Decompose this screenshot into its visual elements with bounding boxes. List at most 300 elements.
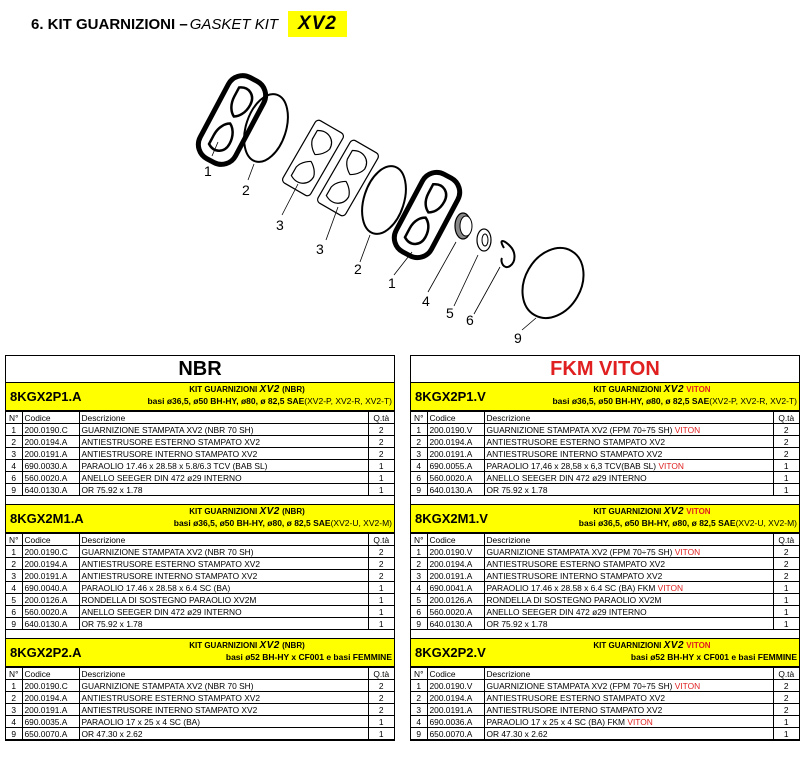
kit-title-suffix: (NBR) bbox=[282, 385, 305, 394]
part-description bbox=[79, 424, 368, 436]
viton-tag: VITON bbox=[674, 546, 701, 557]
kit-title-prefix: KIT GUARNIZIONI bbox=[593, 385, 662, 394]
part-description bbox=[79, 448, 368, 460]
quantity: 1 bbox=[773, 460, 799, 472]
backup-part-3b bbox=[316, 139, 380, 217]
kit-title-model: XV2 bbox=[259, 506, 280, 517]
kit-spacer bbox=[411, 630, 799, 638]
description-text: PARAOLIO 17 x 25 x 4 SC (BA) bbox=[81, 716, 201, 727]
quantity: 2 bbox=[773, 570, 799, 582]
kit-title-suffix: VITON bbox=[686, 641, 711, 650]
item-number: 6 bbox=[411, 472, 427, 484]
kit-title-prefix: KIT GUARNIZIONI bbox=[189, 641, 258, 650]
table-row bbox=[6, 460, 394, 472]
kit-spacer bbox=[411, 496, 799, 504]
table-row bbox=[6, 618, 394, 630]
quantity: 2 bbox=[773, 704, 799, 716]
kit-code: 8KGX2P1.V bbox=[415, 389, 486, 404]
table-row bbox=[6, 582, 394, 594]
part-description bbox=[484, 570, 773, 582]
quantity: 2 bbox=[773, 692, 799, 704]
table-header-row bbox=[411, 412, 799, 424]
part-code: 200.0190.C bbox=[22, 546, 79, 558]
quantity: 2 bbox=[368, 704, 394, 716]
kit-subtitle bbox=[507, 652, 797, 662]
description-text: OR 75.92 x 1.78 bbox=[81, 618, 143, 629]
callout-4: 4 bbox=[422, 293, 430, 309]
kit-header bbox=[6, 639, 394, 667]
quantity: 2 bbox=[368, 546, 394, 558]
column-header: Q.tà bbox=[773, 668, 799, 680]
item-number: 3 bbox=[411, 570, 427, 582]
quantity: 1 bbox=[773, 618, 799, 630]
quantity: 2 bbox=[368, 692, 394, 704]
part-description bbox=[79, 594, 368, 606]
column-header: Q.tà bbox=[773, 534, 799, 546]
quantity: 2 bbox=[773, 424, 799, 436]
description-text: ANTIESTRUSORE INTERNO STAMPATO XV2 bbox=[81, 704, 258, 715]
kit-subtitle bbox=[507, 396, 797, 406]
part-code: 200.0190.C bbox=[22, 424, 79, 436]
model-badge: XV2 bbox=[288, 11, 347, 37]
kit-block bbox=[6, 505, 394, 639]
table-row bbox=[6, 728, 394, 740]
item-number: 3 bbox=[411, 448, 427, 460]
item-number: 5 bbox=[411, 594, 427, 606]
viton-tag: VITON bbox=[627, 716, 653, 727]
part-code: 640.0130.A bbox=[22, 484, 79, 496]
table-row bbox=[6, 424, 394, 436]
description-text: ANELLO SEEGER DIN 472 ø29 INTERNO bbox=[81, 606, 242, 617]
kit-spacer bbox=[6, 630, 394, 638]
part-code: 200.0191.A bbox=[427, 448, 484, 460]
quantity: 1 bbox=[773, 716, 799, 728]
table-row bbox=[6, 594, 394, 606]
description-text: ANTIESTRUSORE ESTERNO STAMPATO XV2 bbox=[486, 692, 666, 703]
part-code: 200.0194.A bbox=[22, 692, 79, 704]
part-description bbox=[79, 704, 368, 716]
kit-title bbox=[102, 384, 392, 395]
table-row bbox=[411, 692, 799, 704]
column-header: N° bbox=[6, 534, 22, 546]
item-number: 2 bbox=[6, 436, 22, 448]
description-text: ANTIESTRUSORE INTERNO STAMPATO XV2 bbox=[81, 570, 258, 581]
page-title: 6. KIT GUARNIZIONI – bbox=[31, 15, 188, 33]
item-number: 1 bbox=[6, 424, 22, 436]
callout-2a: 2 bbox=[242, 182, 250, 198]
quantity: 1 bbox=[368, 582, 394, 594]
column-header: Descrizione bbox=[79, 668, 368, 680]
table-header-row bbox=[411, 534, 799, 546]
table-row bbox=[6, 716, 394, 728]
kit-block bbox=[411, 505, 799, 639]
kit-subtitle-bases: basi ø36,5, ø50 BH-HY, ø80, ø 82,5 SAE bbox=[552, 396, 710, 406]
item-number: 3 bbox=[6, 704, 22, 716]
kit-subtitle-note: (XV2-U, XV2-M) bbox=[330, 518, 392, 528]
part-description bbox=[484, 680, 773, 692]
washer-part-5 bbox=[477, 229, 491, 251]
description-text: PARAOLIO 17.46 x 28.58 x 5.8/6.3 TCV (BAB SL) bbox=[81, 460, 268, 471]
part-code: 690.0041.A bbox=[427, 582, 484, 594]
viton-tag: VITON bbox=[674, 680, 701, 691]
kit-header bbox=[6, 505, 394, 533]
table-row bbox=[411, 716, 799, 728]
quantity: 1 bbox=[773, 594, 799, 606]
kit-block bbox=[411, 639, 799, 740]
callout-3b: 3 bbox=[316, 241, 324, 257]
description-text: ANTIESTRUSORE INTERNO STAMPATO XV2 bbox=[486, 570, 663, 581]
table-row bbox=[411, 460, 799, 472]
kit-header bbox=[411, 505, 799, 533]
quantity: 2 bbox=[368, 570, 394, 582]
circlip-part-6 bbox=[501, 241, 514, 267]
parts-table bbox=[6, 667, 394, 740]
part-description bbox=[484, 448, 773, 460]
item-number: 2 bbox=[411, 558, 427, 570]
part-description bbox=[484, 728, 773, 740]
table-row bbox=[411, 436, 799, 448]
table-header-row bbox=[6, 534, 394, 546]
column-header: N° bbox=[411, 668, 427, 680]
kit-title-model: XV2 bbox=[663, 506, 685, 517]
quantity: 1 bbox=[368, 484, 394, 496]
parts-table bbox=[6, 533, 394, 630]
part-code: 200.0126.A bbox=[427, 594, 484, 606]
item-number: 4 bbox=[411, 460, 427, 472]
column-header: Q.tà bbox=[368, 412, 394, 424]
kit-title bbox=[507, 384, 797, 395]
table-row bbox=[411, 704, 799, 716]
table-row bbox=[6, 704, 394, 716]
column-header: Descrizione bbox=[484, 668, 773, 680]
quantity: 2 bbox=[773, 436, 799, 448]
description-text: GUARNIZIONE STAMPATA XV2 (FPM 70÷75 SH) bbox=[486, 680, 675, 691]
kit-code: 8KGX2P1.A bbox=[10, 389, 82, 404]
viton-tag: VITON bbox=[658, 460, 684, 471]
part-description bbox=[79, 606, 368, 618]
kit-title-prefix: KIT GUARNIZIONI bbox=[593, 641, 662, 650]
table-row bbox=[6, 436, 394, 448]
kit-title-model: XV2 bbox=[663, 640, 685, 651]
table-row bbox=[6, 692, 394, 704]
column-fkm-viton bbox=[410, 355, 800, 741]
table-row bbox=[6, 448, 394, 460]
quantity: 1 bbox=[368, 594, 394, 606]
column-header: Descrizione bbox=[79, 412, 368, 424]
part-code: 560.0020.A bbox=[427, 606, 484, 618]
quantity: 1 bbox=[773, 472, 799, 484]
part-description bbox=[484, 618, 773, 630]
column-header: Q.tà bbox=[368, 534, 394, 546]
item-number: 1 bbox=[6, 680, 22, 692]
part-code: 640.0130.A bbox=[427, 484, 484, 496]
item-number: 9 bbox=[6, 484, 22, 496]
column-header: N° bbox=[411, 412, 427, 424]
item-number: 4 bbox=[411, 582, 427, 594]
table-row bbox=[411, 606, 799, 618]
part-description bbox=[79, 558, 368, 570]
part-code: 200.0194.A bbox=[427, 558, 484, 570]
description-text: GUARNIZIONE STAMPATA XV2 (FPM 70÷75 SH) bbox=[486, 424, 675, 435]
quantity: 2 bbox=[368, 424, 394, 436]
column-header: Descrizione bbox=[79, 534, 368, 546]
quantity: 2 bbox=[368, 448, 394, 460]
kit-subtitle-note: (XV2-U, XV2-M) bbox=[735, 518, 797, 528]
table-row bbox=[6, 606, 394, 618]
description-text: ANTIESTRUSORE INTERNO STAMPATO XV2 bbox=[486, 448, 663, 459]
part-description bbox=[79, 716, 368, 728]
table-row bbox=[6, 472, 394, 484]
quantity: 1 bbox=[773, 582, 799, 594]
item-number: 2 bbox=[411, 436, 427, 448]
part-description bbox=[79, 546, 368, 558]
oring-part-2b bbox=[354, 161, 414, 240]
kit-header bbox=[6, 383, 394, 411]
part-code: 690.0036.A bbox=[427, 716, 484, 728]
kit-spacer bbox=[6, 496, 394, 504]
part-description bbox=[79, 582, 368, 594]
table-row bbox=[411, 618, 799, 630]
kit-block bbox=[6, 383, 394, 505]
description-text: ANTIESTRUSORE ESTERNO STAMPATO XV2 bbox=[486, 558, 666, 569]
part-description bbox=[484, 484, 773, 496]
table-row bbox=[411, 472, 799, 484]
kit-subtitle bbox=[507, 518, 797, 528]
kit-title bbox=[507, 640, 797, 651]
item-number: 6 bbox=[6, 606, 22, 618]
part-description bbox=[484, 558, 773, 570]
item-number: 3 bbox=[6, 448, 22, 460]
kit-title bbox=[102, 640, 392, 651]
kit-title bbox=[102, 506, 392, 517]
callout-9: 9 bbox=[514, 330, 522, 346]
part-code: 200.0194.A bbox=[427, 692, 484, 704]
description-text: OR 47.30 x 2.62 bbox=[486, 728, 548, 739]
description-text: ANTIESTRUSORE ESTERNO STAMPATO XV2 bbox=[486, 436, 666, 447]
part-code: 200.0126.A bbox=[22, 594, 79, 606]
description-text: PARAOLIO 17 x 25 x 4 SC (BA) FKM bbox=[486, 716, 628, 727]
table-row bbox=[411, 594, 799, 606]
kit-subtitle-bases: basi ø36,5, ø50 BH-HY, ø80, ø 82,5 SAE bbox=[147, 396, 305, 406]
item-number: 4 bbox=[6, 582, 22, 594]
part-code: 640.0130.A bbox=[427, 618, 484, 630]
item-number: 9 bbox=[6, 728, 22, 740]
kit-title-suffix: (NBR) bbox=[282, 641, 305, 650]
column-header: Q.tà bbox=[773, 412, 799, 424]
description-text: OR 75.92 x 1.78 bbox=[486, 618, 548, 629]
quantity: 1 bbox=[368, 618, 394, 630]
quantity: 1 bbox=[368, 472, 394, 484]
description-text: ANTIESTRUSORE INTERNO STAMPATO XV2 bbox=[81, 448, 258, 459]
part-description bbox=[484, 594, 773, 606]
kit-subtitle-bases: basi ø52 BH-HY x CF001 e basi FEMMINE bbox=[630, 652, 797, 662]
item-number: 4 bbox=[411, 716, 427, 728]
part-code: 560.0020.A bbox=[427, 472, 484, 484]
quantity: 1 bbox=[368, 728, 394, 740]
kit-subtitle-bases: basi ø36,5, ø50 BH-HY, ø80, ø 82,5 SAE bbox=[578, 518, 736, 528]
part-code: 690.0040.A bbox=[22, 582, 79, 594]
part-code: 690.0030.A bbox=[22, 460, 79, 472]
table-row bbox=[6, 546, 394, 558]
table-header-row bbox=[411, 668, 799, 680]
quantity: 2 bbox=[368, 558, 394, 570]
part-description bbox=[484, 460, 773, 472]
part-description bbox=[484, 704, 773, 716]
quantity: 2 bbox=[773, 546, 799, 558]
part-code: 200.0191.A bbox=[22, 570, 79, 582]
kit-code: 8KGX2P2.A bbox=[10, 645, 82, 660]
quantity: 2 bbox=[773, 558, 799, 570]
description-text: GUARNIZIONE STAMPATA XV2 (FPM 70÷75 SH) bbox=[486, 546, 675, 557]
item-number: 4 bbox=[6, 460, 22, 472]
page-title-italic: GASKET KIT bbox=[189, 15, 279, 33]
description-text: ANTIESTRUSORE ESTERNO STAMPATO XV2 bbox=[81, 558, 261, 569]
callout-6: 6 bbox=[466, 312, 474, 328]
parts-table bbox=[6, 411, 394, 496]
kit-title-suffix: VITON bbox=[686, 385, 711, 394]
item-number: 3 bbox=[411, 704, 427, 716]
item-number: 2 bbox=[6, 558, 22, 570]
table-row bbox=[6, 570, 394, 582]
kit-header bbox=[411, 639, 799, 667]
part-description bbox=[484, 424, 773, 436]
callout-5: 5 bbox=[446, 305, 454, 321]
part-code: 200.0194.A bbox=[427, 436, 484, 448]
kit-code: 8KGX2M1.A bbox=[10, 511, 84, 526]
kit-title-suffix: (NBR) bbox=[282, 507, 305, 516]
table-row bbox=[411, 728, 799, 740]
callout-2b: 2 bbox=[354, 261, 362, 277]
oil-seal-part-4 bbox=[455, 213, 472, 239]
callout-3a: 3 bbox=[276, 217, 284, 233]
item-number: 3 bbox=[6, 570, 22, 582]
description-text: ANELLO SEEGER DIN 472 ø29 INTERNO bbox=[486, 472, 647, 483]
backup-part-3a bbox=[281, 119, 345, 197]
part-code: 200.0191.A bbox=[427, 704, 484, 716]
quantity: 2 bbox=[773, 448, 799, 460]
part-code: 650.0070.A bbox=[427, 728, 484, 740]
kit-title-suffix: VITON bbox=[686, 507, 711, 516]
column-title: NBR bbox=[6, 356, 394, 383]
part-description bbox=[79, 472, 368, 484]
column-header: N° bbox=[6, 668, 22, 680]
part-code: 200.0190.V bbox=[427, 424, 484, 436]
table-row bbox=[6, 484, 394, 496]
part-code: 200.0191.A bbox=[427, 570, 484, 582]
kit-title-model: XV2 bbox=[259, 640, 280, 651]
quantity: 2 bbox=[773, 680, 799, 692]
table-row bbox=[411, 680, 799, 692]
kit-block bbox=[411, 383, 799, 505]
column-nbr bbox=[5, 355, 395, 741]
table-row bbox=[411, 448, 799, 460]
description-text: OR 75.92 x 1.78 bbox=[81, 484, 143, 495]
column-header: Q.tà bbox=[368, 668, 394, 680]
item-number: 1 bbox=[411, 680, 427, 692]
column-header: Codice bbox=[22, 668, 79, 680]
description-text: GUARNIZIONE STAMPATA XV2 (NBR 70 SH) bbox=[81, 424, 254, 435]
table-header-row bbox=[6, 668, 394, 680]
kit-title-prefix: KIT GUARNIZIONI bbox=[189, 507, 258, 516]
description-text: RONDELLA DI SOSTEGNO PARAOLIO XV2M bbox=[81, 594, 257, 605]
kit-title-model: XV2 bbox=[259, 384, 280, 395]
kit-subtitle-bases: basi ø52 BH-HY x CF001 e basi FEMMINE bbox=[225, 652, 392, 662]
quantity: 1 bbox=[773, 606, 799, 618]
column-header: Codice bbox=[22, 412, 79, 424]
table-row bbox=[411, 424, 799, 436]
table-row bbox=[6, 558, 394, 570]
kit-subtitle-note: (XV2-P, XV2-R, XV2-T) bbox=[304, 396, 392, 406]
item-number: 2 bbox=[411, 692, 427, 704]
item-number: 4 bbox=[6, 716, 22, 728]
quantity: 1 bbox=[368, 716, 394, 728]
part-description bbox=[79, 680, 368, 692]
item-number: 1 bbox=[6, 546, 22, 558]
part-description bbox=[484, 582, 773, 594]
part-code: 690.0055.A bbox=[427, 460, 484, 472]
quantity: 1 bbox=[773, 728, 799, 740]
callout-1a: 1 bbox=[204, 163, 212, 179]
part-description bbox=[484, 606, 773, 618]
part-code: 200.0190.V bbox=[427, 546, 484, 558]
part-description bbox=[79, 692, 368, 704]
part-code: 200.0194.A bbox=[22, 558, 79, 570]
description-text: PARAOLIO 17.46 x 28.58 x 6.4 SC (BA) bbox=[81, 582, 231, 593]
table-row bbox=[411, 484, 799, 496]
column-header: N° bbox=[411, 534, 427, 546]
oring-part-9 bbox=[510, 237, 595, 329]
column-header: Codice bbox=[427, 668, 484, 680]
kit-subtitle bbox=[102, 518, 392, 528]
column-header: Descrizione bbox=[484, 412, 773, 424]
description-text: GUARNIZIONE STAMPATA XV2 (NBR 70 SH) bbox=[81, 546, 254, 557]
item-number: 6 bbox=[411, 606, 427, 618]
item-number: 1 bbox=[411, 546, 427, 558]
kit-subtitle-note: (XV2-P, XV2-R, XV2-T) bbox=[709, 396, 797, 406]
description-text: PARAOLIO 17,46 x 28,58 x 6,3 TCV(BAB SL) bbox=[486, 460, 659, 471]
kit-title bbox=[507, 506, 797, 517]
part-description bbox=[79, 570, 368, 582]
item-number: 6 bbox=[6, 472, 22, 484]
kit-subtitle bbox=[102, 396, 392, 406]
description-text: PARAOLIO 17.46 x 28.58 x 6.4 SC (BA) FKM bbox=[486, 582, 658, 593]
item-number: 2 bbox=[6, 692, 22, 704]
column-header: Codice bbox=[427, 534, 484, 546]
kit-code: 8KGX2P2.V bbox=[415, 645, 486, 660]
column-header: Descrizione bbox=[484, 534, 773, 546]
part-description bbox=[484, 472, 773, 484]
viton-tag: VITON bbox=[657, 582, 684, 593]
viton-tag: VITON bbox=[674, 424, 701, 435]
parts-table bbox=[411, 411, 799, 496]
part-code: 200.0194.A bbox=[22, 436, 79, 448]
quantity: 2 bbox=[368, 436, 394, 448]
item-number: 9 bbox=[411, 728, 427, 740]
column-title: FKM VITON bbox=[411, 356, 799, 383]
kit-subtitle-bases: basi ø36,5, ø50 BH-HY, ø80, ø 82,5 SAE bbox=[173, 518, 331, 528]
part-code: 200.0190.V bbox=[427, 680, 484, 692]
description-text: ANTIESTRUSORE INTERNO STAMPATO XV2 bbox=[486, 704, 663, 715]
kit-code: 8KGX2M1.V bbox=[415, 511, 488, 526]
description-text: ANTIESTRUSORE ESTERNO STAMPATO XV2 bbox=[81, 692, 261, 703]
part-description bbox=[79, 728, 368, 740]
quantity: 1 bbox=[773, 484, 799, 496]
part-description bbox=[484, 716, 773, 728]
quantity: 1 bbox=[368, 606, 394, 618]
callout-1b: 1 bbox=[388, 275, 396, 291]
kit-subtitle bbox=[102, 652, 392, 662]
description-text: GUARNIZIONE STAMPATA XV2 (NBR 70 SH) bbox=[81, 680, 254, 691]
